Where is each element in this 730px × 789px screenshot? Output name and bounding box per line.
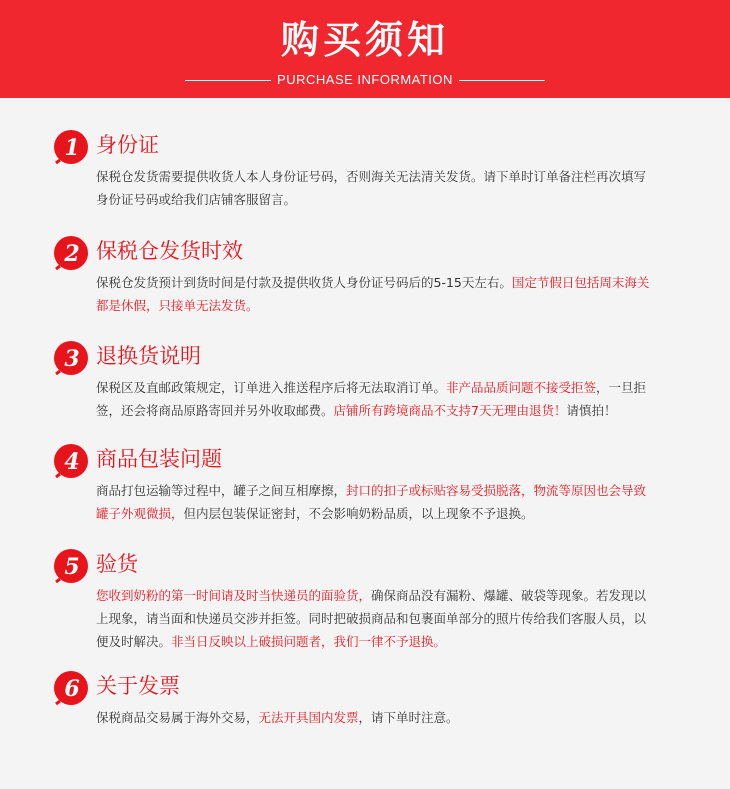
highlight-text: 罐子外观微损， xyxy=(96,506,184,521)
body-text: 保税商品交易属于海外交易， xyxy=(96,710,259,725)
section-title: 商品包装问题 xyxy=(96,447,222,471)
section-body xyxy=(96,165,676,211)
body-line xyxy=(96,188,676,211)
section-title: 关于发票 xyxy=(96,674,180,698)
highlight-text: 您收到奶粉的第一时间请及时当快递员的面验货， xyxy=(96,588,372,603)
body-text: ，一旦拒 xyxy=(596,380,647,395)
highlight-text: 非当日反映以上破损问题者，我们一律不予退换。 xyxy=(171,634,447,649)
body-text: 保税区及直邮政策规定，订单进入推送程序后将无法取消订单。 xyxy=(96,380,447,395)
page-title: 购买须知 xyxy=(280,18,449,62)
highlight-text: 店铺所有跨境商品不支持7天无理由退货！ xyxy=(333,403,567,418)
number-badge-icon xyxy=(52,546,92,586)
body-line xyxy=(96,607,676,630)
highlight-text: 封口的扣子或标贴容易受损脱落，物流等原因也会导致 xyxy=(346,483,647,498)
badge-number: 5 xyxy=(64,554,80,580)
badge-number: 2 xyxy=(64,241,80,267)
body-line xyxy=(96,399,676,422)
section-body xyxy=(96,271,676,317)
number-badge-icon xyxy=(52,668,92,708)
body-text: 确保商品没有漏粉、爆罐、破袋等现象。若发现以 xyxy=(371,588,647,603)
body-text: 但内层包装保证密封，不会影响奶粉品质，以上现象不予退换。 xyxy=(183,506,534,521)
body-line xyxy=(96,376,676,399)
section-title: 退换货说明 xyxy=(96,344,201,368)
badge-number: 6 xyxy=(64,676,80,702)
number-badge-icon xyxy=(52,127,92,167)
body-line xyxy=(96,584,676,607)
body-line xyxy=(96,271,676,294)
body-text: 签，还会将商品原路寄回并另外收取邮费。 xyxy=(96,403,334,418)
body-text: 保税仓发货需要提供收货人本人身份证号码，否则海关无法清关发货。请下单时订单备注栏再次填写 xyxy=(96,169,647,184)
body-text: 请慎拍！ xyxy=(566,403,617,418)
body-text: 商品打包运输等过程中，罐子之间互相摩擦， xyxy=(96,483,347,498)
section-body xyxy=(96,479,676,525)
divider-left xyxy=(185,80,271,81)
page-header xyxy=(0,0,730,98)
body-text: 保税仓发货预计到货时间是付款及提供收货人身份证号码后的5-15天左右。 xyxy=(96,275,512,290)
body-line xyxy=(96,502,676,525)
highlight-text: 都是休假，只接单无法发货。 xyxy=(96,298,259,313)
badge-number: 1 xyxy=(64,135,80,161)
section-body xyxy=(96,584,676,653)
badge-number: 4 xyxy=(64,449,80,475)
section-title: 身份证 xyxy=(96,133,159,157)
body-line xyxy=(96,630,676,653)
divider-right xyxy=(459,80,545,81)
body-line xyxy=(96,165,676,188)
body-line xyxy=(96,479,676,502)
highlight-text: 无法开具国内发票 xyxy=(258,710,359,725)
body-line xyxy=(96,294,676,317)
section-title: 保税仓发货时效 xyxy=(96,239,243,263)
page-subtitle: PURCHASE INFORMATION xyxy=(277,72,453,87)
highlight-text: 非产品品质问题不接受拒签 xyxy=(446,380,597,395)
badge-number: 3 xyxy=(64,346,80,372)
number-badge-icon xyxy=(52,338,92,378)
section-body xyxy=(96,706,676,729)
highlight-text: 国定节假日包括周末海关 xyxy=(511,275,650,290)
body-text: 身份证号码或给我们店铺客服留言。 xyxy=(96,192,297,207)
number-badge-icon xyxy=(52,441,92,481)
section-title: 验货 xyxy=(96,552,138,576)
body-text: 上现象，请当面和快递员交涉并拒签。同时把破损商品和包裹面单部分的照片传给我们客服人员，以 xyxy=(96,611,647,626)
body-text: ，请下单时注意。 xyxy=(358,710,459,725)
body-line xyxy=(96,706,676,729)
number-badge-icon xyxy=(52,233,92,273)
body-text: 便及时解决。 xyxy=(96,634,172,649)
subtitle-row xyxy=(185,72,545,88)
section-body xyxy=(96,376,676,422)
